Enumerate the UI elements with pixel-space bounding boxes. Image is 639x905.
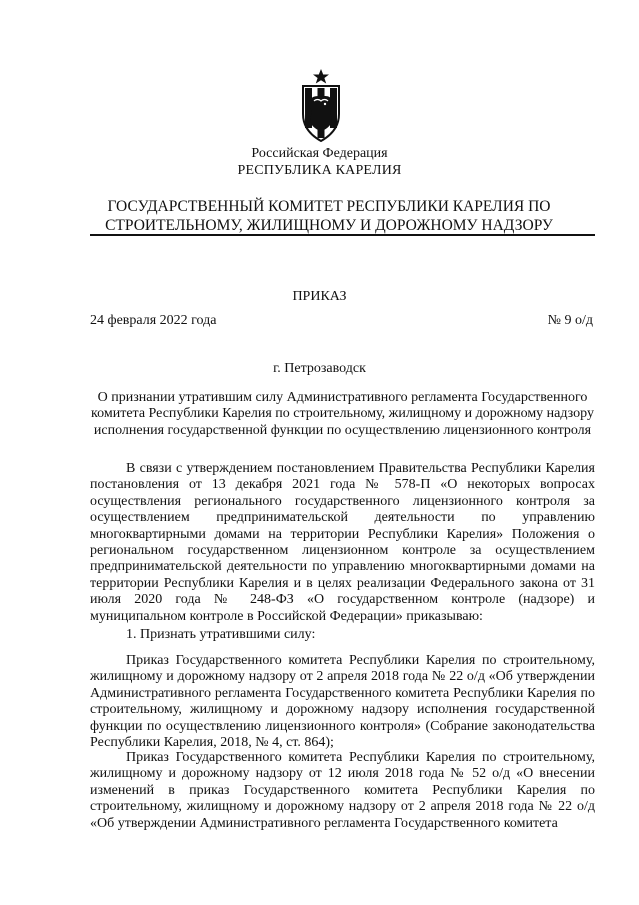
- body-paragraph-order-52: Приказ Государственного комитета Республики Карелия по строительному, жилищному и дорожному надзору от 12 июля 2018 года № 52 о/д «О внесении изменений в приказ Государственного комитета Республики Карелия по строительному, жилищному и дорожному надзору от 2 апреля 2018 года № 22 о/д «Об утверждении Административного регламента Государственного комитета: [90, 750, 595, 831]
- karelia-coat-of-arms-icon: [299, 68, 343, 144]
- committee-name: ГОСУДАРСТВЕННЫЙ КОМИТЕТ РЕСПУБЛИКИ КАРЕЛИЯ ПО СТРОИТЕЛЬНОМУ, ЖИЛИЩНОМУ И ДОРОЖНОМУ НАДЗОРУ: [105, 198, 553, 234]
- order-city: г. Петрозаводск: [273, 361, 366, 376]
- body-paragraph-preamble: В связи с утверждением постановлением Правительства Республики Карелия постановления от 13 декабря 2021 года № 578-П «О некоторых вопросах осуществления регионального государственного лицензионного контроля за осуществлением предпринимательской деятельности по управлению многоквартирными домами на территории Республики Карелия» Положения о региональном государственном лицензионном контроле за осуществлением предпринимательской деятельности по управлению многоквартирными домами на территории Республики Карелия и в целях реализации Федерального закона от 31 июля 2020 года № 248-ФЗ «О государственном контроле (надзоре) и муниципальном контроле в Российской Федерации» приказываю:: [90, 461, 595, 624]
- order-number: № 9 о/д: [547, 313, 593, 328]
- order-date: 24 февраля 2022 года: [90, 313, 217, 328]
- body-paragraph-order-22: Приказ Государственного комитета Республики Карелия по строительному, жилищному и дорожному надзору от 2 апреля 2018 года № 22 о/д «Об утверждении Административного регламента Государственного комитета Республики Карелия по строительному, жилищному и дорожному надзору исполнения государственной функции по осуществлению лицензионного контроля» (Собрание законодательства Республики Карелия, 2018, № 4, ст. 864);: [90, 653, 595, 751]
- body-item-1: 1. Признать утратившими силу:: [126, 627, 316, 642]
- order-subject: О признании утратившим силу Административного регламента Государственного комитета Республики Карелия по строительному, жилищному и дорожному надзору исполнения государственной функции по осуществлению лицензионного контроля: [91, 390, 594, 438]
- country-name: Российская Федерация: [251, 146, 388, 161]
- header-divider: [90, 234, 595, 236]
- order-title: ПРИКАЗ: [292, 289, 347, 304]
- republic-name: РЕСПУБЛИКА КАРЕЛИЯ: [237, 163, 402, 178]
